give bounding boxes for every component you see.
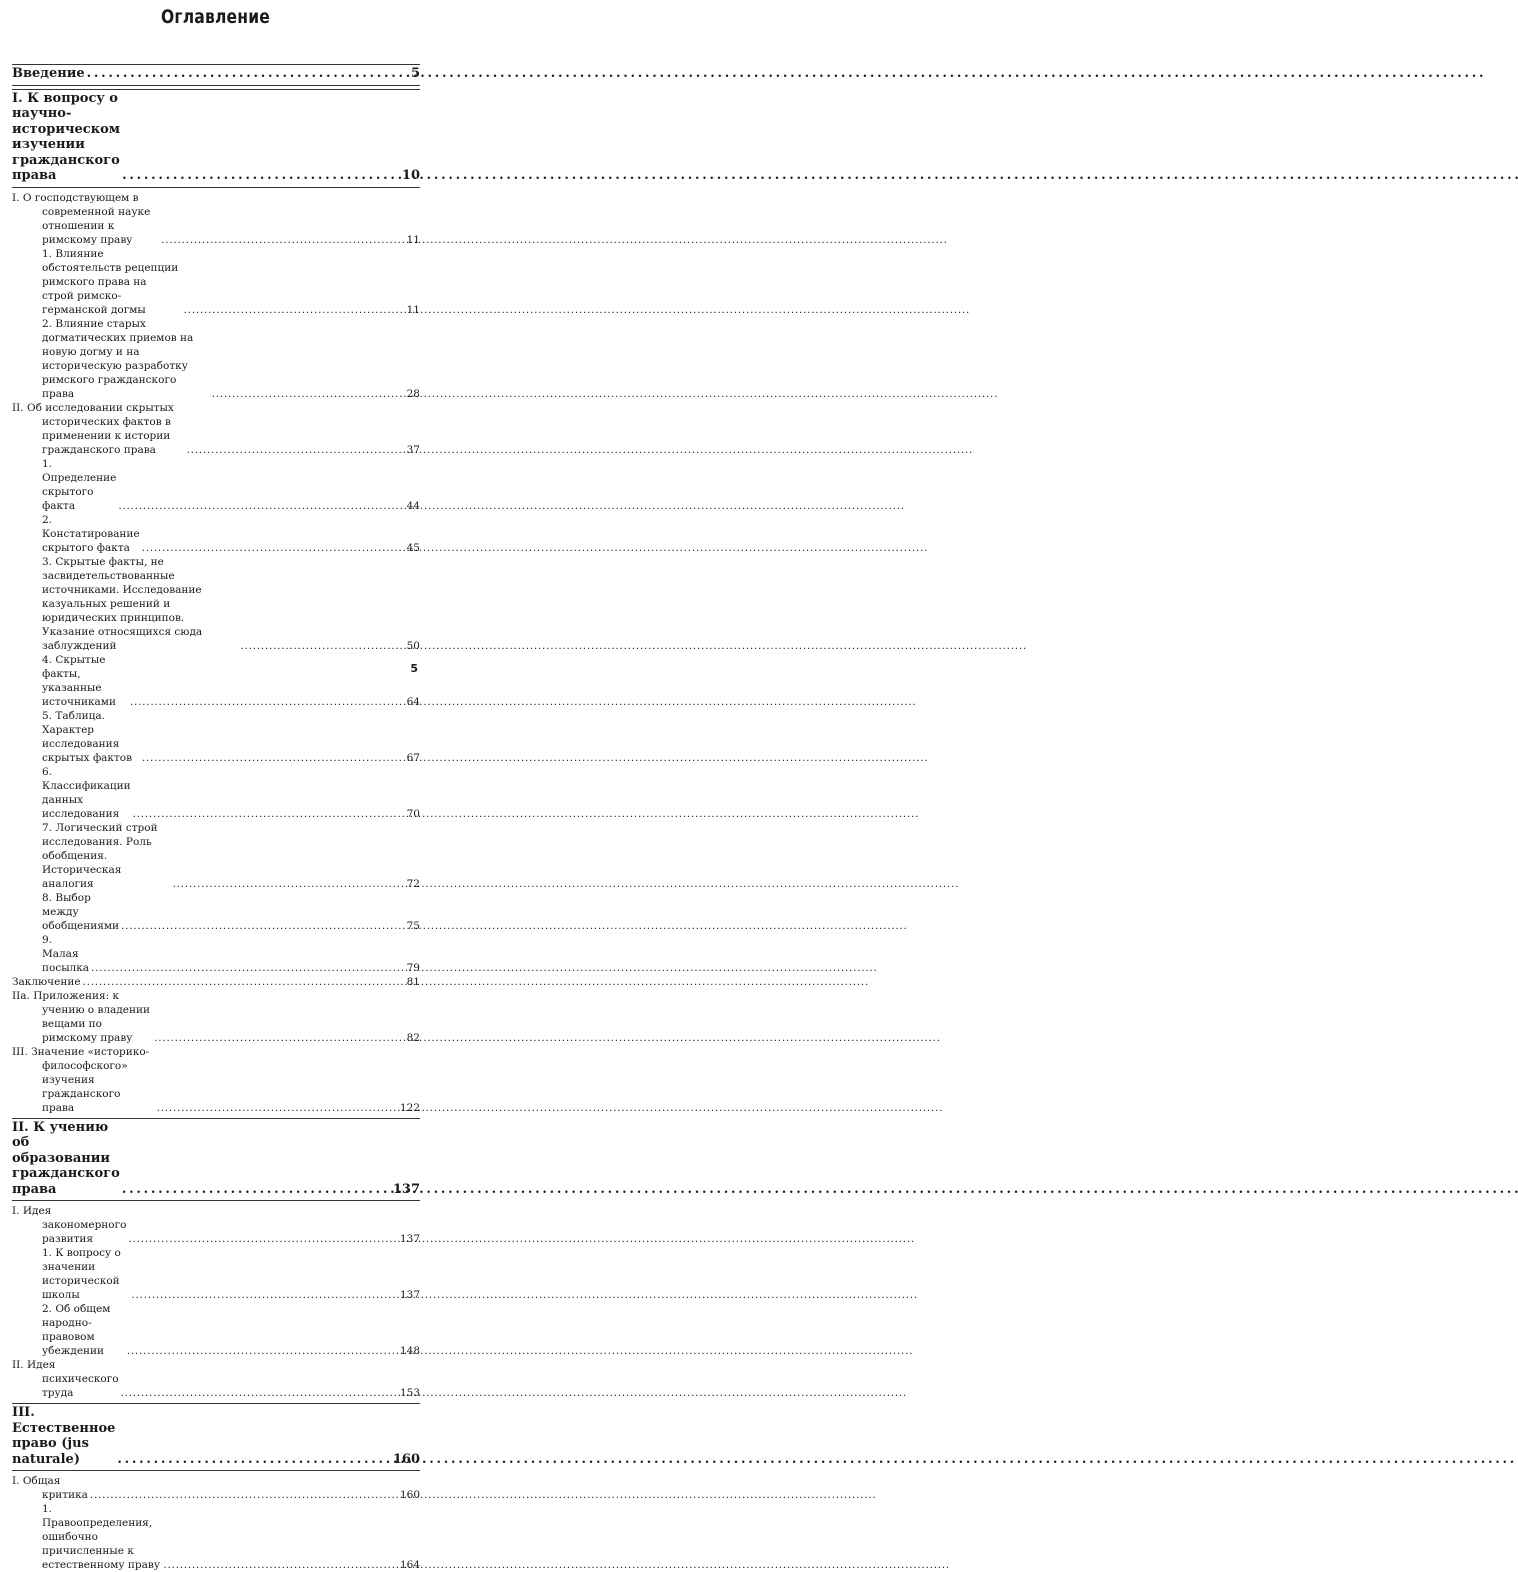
divider bbox=[12, 1118, 420, 1119]
dot-leader bbox=[121, 1386, 398, 1400]
toc-entry-page: 44 bbox=[406, 499, 420, 512]
toc-entry-page: 70 bbox=[406, 807, 420, 820]
toc-section-entry[interactable] bbox=[12, 975, 420, 989]
toc-entry-page: 75 bbox=[406, 919, 420, 932]
toc-subsection-entry[interactable] bbox=[12, 555, 420, 653]
toc-subsection-entry[interactable] bbox=[12, 457, 420, 513]
dot-leader bbox=[83, 975, 405, 989]
toc-entry-title: 5. Таблица. Характер исследования скрытых фактов bbox=[42, 709, 133, 764]
toc-entry-page: 11 bbox=[406, 233, 420, 246]
toc-entry-title: II. Идея психического труда bbox=[12, 1359, 119, 1399]
toc-section-entry[interactable] bbox=[12, 191, 420, 247]
toc-entry-page: 81 bbox=[406, 975, 420, 988]
toc-section-entry[interactable] bbox=[12, 1204, 420, 1246]
toc-entry-page: 148 bbox=[399, 1345, 420, 1357]
toc-entry-title: 8. Выбор между обобщениями bbox=[42, 891, 120, 932]
toc-entry-title: III. Естественное право (jus naturale) bbox=[12, 1405, 116, 1467]
dot-leader bbox=[128, 1232, 398, 1246]
toc-entry-title: II. К учению об образовании гражданского права bbox=[12, 1119, 120, 1197]
toc-entry-title: Введение bbox=[12, 66, 85, 81]
toc-subsection-entry[interactable] bbox=[12, 1302, 420, 1358]
toc-section-entry[interactable] bbox=[12, 1358, 420, 1400]
dot-leader bbox=[163, 1558, 398, 1572]
dot-leader bbox=[154, 1031, 404, 1045]
dot-leader bbox=[142, 751, 405, 765]
toc-entry-page: 72 bbox=[406, 877, 420, 890]
toc-subsection-entry[interactable] bbox=[12, 513, 420, 555]
toc-subsection-entry[interactable] bbox=[12, 317, 420, 401]
toc-entry-title: 1. К вопросу о значении исторической школы bbox=[42, 1247, 121, 1301]
toc-entry-page: 64 bbox=[406, 695, 420, 708]
toc-entry-title: 4. Скрытые факты, указанные источниками bbox=[42, 653, 116, 708]
dot-leader bbox=[127, 1344, 398, 1358]
toc-subsection-entry[interactable] bbox=[12, 247, 420, 317]
toc-entry-title: I. Общая критика bbox=[12, 1475, 88, 1501]
dot-leader bbox=[87, 66, 409, 82]
toc-entry-page: 10 bbox=[401, 168, 420, 183]
toc-subsection-entry[interactable] bbox=[12, 821, 420, 891]
dot-leader bbox=[121, 919, 405, 933]
toc-subsection-entry[interactable] bbox=[12, 653, 420, 709]
divider bbox=[12, 85, 420, 86]
toc-entry-page: 67 bbox=[406, 751, 420, 764]
dot-leader bbox=[173, 877, 405, 891]
dot-leader bbox=[122, 1182, 391, 1198]
toc-entry-page: 153 bbox=[399, 1387, 420, 1399]
toc-chapter-entry[interactable] bbox=[12, 1405, 420, 1467]
toc-section-entry[interactable] bbox=[12, 1474, 420, 1502]
toc-chapter-entry[interactable] bbox=[12, 66, 420, 82]
dot-leader bbox=[161, 233, 404, 247]
divider bbox=[12, 1470, 420, 1471]
toc-entry-page: 160 bbox=[399, 1489, 420, 1501]
toc-subsection-entry[interactable] bbox=[12, 933, 420, 975]
dot-leader bbox=[91, 961, 405, 975]
toc-entry-page: 164 bbox=[399, 1559, 420, 1571]
page-number: 5 bbox=[410, 662, 418, 675]
toc-section-entry[interactable] bbox=[12, 989, 420, 1045]
toc-entry-title: 2. Констатирование скрытого факта bbox=[42, 513, 140, 554]
dot-leader bbox=[90, 1488, 398, 1502]
toc-entry-title: 2. Влияние старых догматических приемов на новую догму и на историческую разработку римского гражданского права bbox=[42, 317, 194, 400]
dot-leader bbox=[240, 639, 404, 653]
toc-entry-title: IIa. Приложения: к учению о владении вещами по римскому праву bbox=[12, 989, 150, 1044]
dot-leader bbox=[122, 168, 400, 184]
divider bbox=[12, 1403, 420, 1404]
toc-entry-page: 137 bbox=[392, 1181, 420, 1197]
toc-entry-page: 122 bbox=[399, 1101, 420, 1114]
toc-entry-title: I. О господствующем в современной науке отношении к римскому праву bbox=[12, 191, 151, 246]
dot-leader bbox=[187, 443, 405, 457]
dot-leader bbox=[157, 1101, 398, 1115]
dot-leader bbox=[212, 387, 405, 401]
dot-leader bbox=[130, 695, 405, 709]
dot-leader bbox=[142, 541, 405, 555]
toc-entry-page: 137 bbox=[399, 1233, 420, 1245]
toc-entry-title: I. Идея закономерного развития bbox=[12, 1205, 127, 1245]
divider bbox=[12, 187, 420, 188]
toc-entry-title: I. К вопросу о научно-историческом изучении гражданского права bbox=[12, 90, 121, 183]
divider bbox=[12, 89, 420, 90]
toc-entry-title: 1. Влияние обстоятельств рецепции римского права на строй римско-германской догмы bbox=[42, 247, 179, 316]
toc-section-entry[interactable] bbox=[12, 401, 420, 457]
toc-subsection-entry[interactable] bbox=[12, 1246, 420, 1302]
toc-subsection-entry[interactable] bbox=[12, 765, 420, 821]
toc-entry-title: 3. Скрытые факты, не засвидетельствованные источниками. Исследование казуальных решений и юридических принципов. Указание относящихся сюда заблуждений bbox=[42, 555, 203, 652]
toc-subsection-entry[interactable] bbox=[12, 891, 420, 933]
toc-entry-title: II. Об исследовании скрытых исторических фактов в применении к истории гражданского права bbox=[12, 401, 174, 456]
toc-entry-title: 1. Определение скрытого факта bbox=[42, 457, 117, 512]
dot-leader bbox=[117, 1452, 390, 1468]
toc-entry-page: 11 bbox=[406, 303, 420, 316]
toc-entry-title: 7. Логический строй исследования. Роль обобщения. Историческая аналогия bbox=[42, 821, 158, 890]
dot-leader bbox=[131, 1288, 398, 1302]
toc-entry-page: 82 bbox=[406, 1031, 420, 1044]
toc-chapter-entry[interactable] bbox=[12, 91, 420, 184]
toc-entry-page: 160 bbox=[392, 1451, 420, 1467]
toc-entry-page: 37 bbox=[406, 443, 420, 456]
toc-entry-title: 1. Правоопределения, ошибочно причисленные к естественному праву bbox=[42, 1503, 161, 1571]
toc-entry-page: 79 bbox=[406, 961, 420, 974]
divider bbox=[12, 1200, 420, 1201]
toc-subsection-entry[interactable] bbox=[12, 709, 420, 765]
toc-entry-page: 45 bbox=[406, 541, 420, 554]
toc-entry-title: 9. Малая посылка bbox=[42, 933, 90, 974]
toc-entry-page: 137 bbox=[399, 1289, 420, 1301]
dot-leader bbox=[118, 499, 404, 513]
toc-entry-title: 2. Об общем народно-правовом убеждении bbox=[42, 1303, 111, 1357]
toc-entry-title: III. Значение «историко-философского» изучения гражданского права bbox=[12, 1045, 150, 1114]
dot-leader bbox=[133, 807, 405, 821]
toc-entry-title: Заключение bbox=[12, 975, 81, 988]
toc-chapter-entry[interactable] bbox=[12, 1120, 420, 1198]
divider bbox=[12, 64, 420, 65]
toc-section-entry[interactable] bbox=[12, 1045, 420, 1115]
toc-entry-page: 50 bbox=[406, 639, 420, 652]
page-title: Оглавление bbox=[160, 6, 271, 28]
dot-leader bbox=[184, 303, 405, 317]
toc-subsection-entry[interactable] bbox=[12, 1502, 420, 1572]
toc-entry-title: 6. Классификации данных исследования bbox=[42, 765, 131, 820]
toc-entry-page: 5 bbox=[410, 66, 420, 81]
toc-entry-page: 28 bbox=[406, 387, 420, 400]
table-of-contents bbox=[12, 64, 420, 1572]
